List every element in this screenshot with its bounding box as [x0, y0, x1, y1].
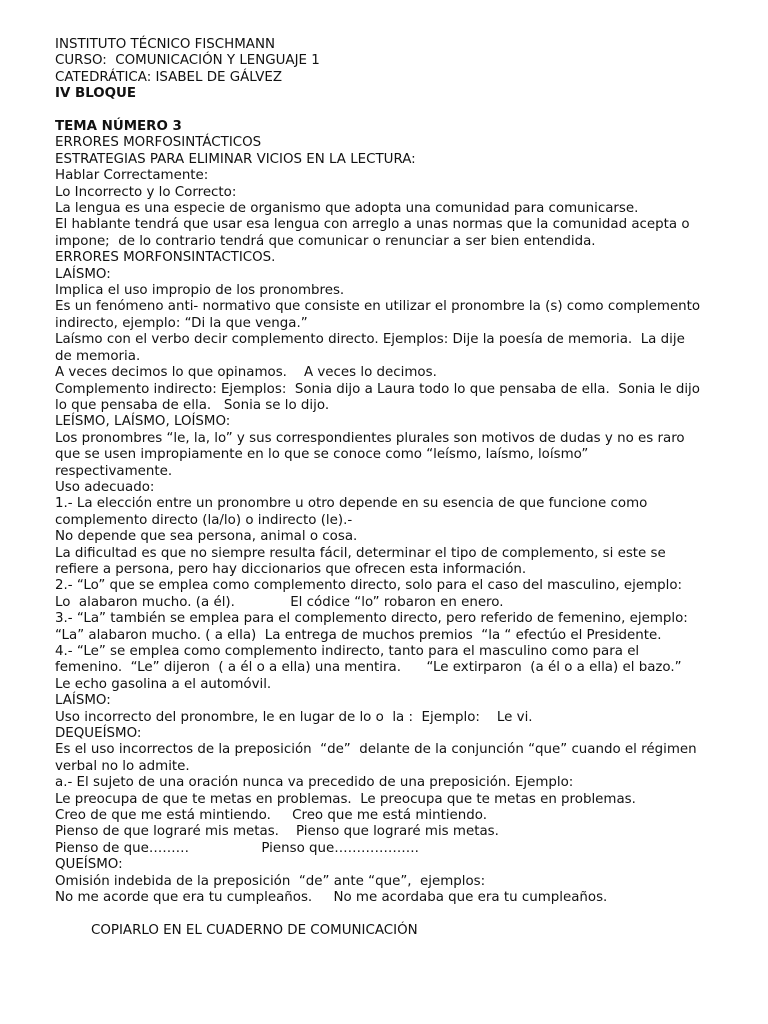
body-line: El hablante tendrá que usar esa lengua con arreglo a unas normas que la comunidad acepta o: [55, 217, 690, 233]
body-line: Hablar Correctamente:: [55, 168, 209, 184]
body-line: Es el uso incorrectos de la preposición “de” delante de la conjunción “que” cuando el régimen: [55, 742, 697, 758]
body-line: Complemento indirecto: Ejemplos: Sonia dijo a Laura todo lo que pensaba de ella. Sonia le dijo: [55, 381, 700, 397]
body-line: Uso adecuado:: [55, 479, 155, 495]
body-line: 4.- “Le” se emplea como complemento indirecto, tanto para el masculino como para el: [55, 644, 640, 660]
body-line: respectivamente.: [55, 463, 173, 479]
body-line: impone; de lo contrario tendrá que comunicar o renunciar a ser bien entendida.: [55, 233, 596, 249]
body-line: LEÍSMO, LAÍSMO, LOÍSMO:: [55, 414, 231, 430]
body-line: femenino. “Le” dijeron ( a él o a ella) una mentira. “Le extirparon (a él o a ella) el bazo.”: [55, 660, 682, 676]
body-line: La lengua es una especie de organismo que adopta una comunidad para comunicarse.: [55, 201, 639, 217]
topic-subtitle: ESTRATEGIAS PARA ELIMINAR VICIOS EN LA LECTURA:: [55, 151, 416, 167]
body-line: verbal no lo admite.: [55, 758, 190, 774]
body-line: No depende que sea persona, animal o cosa.: [55, 529, 358, 545]
spacer: [55, 103, 735, 119]
teacher-name: CATEDRÁTICA: ISABEL DE GÁLVEZ: [55, 69, 283, 85]
body-line: Los pronombres “le, la, lo” y sus correspondientes plurales son motivos de dudas y no es raro: [55, 430, 685, 446]
course-name: CURSO: COMUNICACIÓN Y LENGUAJE 1: [55, 53, 320, 69]
body-line: lo que pensaba de ella. Sonia se lo dijo.: [55, 397, 330, 413]
body-line: La dificultad es que no siempre resulta fácil, determinar el tipo de complemento, si este se: [55, 545, 666, 561]
body-line: Pienso de que……… Pienso que……………….: [55, 840, 419, 856]
body-line: Lo alabaron mucho. (a él). El códice “lo” robaron en enero.: [55, 594, 504, 610]
body-line: ERRORES MORFONSINTACTICOS.: [55, 250, 276, 266]
body-line: Creo de que me está mintiendo. Creo que me está mintiendo.: [55, 808, 487, 824]
body-line: indirecto, ejemplo: “Di la que venga.”: [55, 315, 308, 331]
body-line: a.- El sujeto de una oración nunca va precedido de una preposición. Ejemplo:: [55, 775, 574, 791]
body-line: 2.- “Lo” que se emplea como complemento directo, solo para el caso del masculino, ejemplo:: [55, 578, 683, 594]
body-line: Pienso de que lograré mis metas. Pienso que lograré mis metas.: [55, 824, 499, 840]
body-line: Uso incorrecto del pronombre, le en lugar de lo o la : Ejemplo: Le vi.: [55, 709, 533, 725]
body-line: A veces decimos lo que opinamos. A veces lo decimos.: [55, 365, 437, 381]
block-label: IV BLOQUE: [55, 86, 137, 102]
body-line: Es un fenómeno anti- normativo que consiste en utilizar el pronombre la (s) como complemento: [55, 299, 701, 315]
institution-name: INSTITUTO TÉCNICO FISCHMANN: [55, 37, 275, 52]
body-line: No me acorde que era tu cumpleaños. No me acordaba que era tu cumpleaños.: [55, 890, 608, 906]
body-line: 3.- “La” también se emplea para el complemento directo, pero referido de femenino, ejemplo:: [55, 611, 688, 627]
copy-instruction: COPIARLO EN EL CUADERNO DE COMUNICACIÓN: [91, 922, 418, 938]
body-line: Implica el uso impropio de los pronombres.: [55, 283, 345, 299]
body-line: refiere a persona, pero hay diccionarios que ofrecen esta información.: [55, 561, 527, 577]
body-line: Le preocupa de que te metas en problemas. Le preocupa que te metas en problemas.: [55, 791, 636, 807]
body-line: “La” alabaron mucho. ( a ella) La entrega de muchos premios “la “ efectúo el Presidente.: [55, 627, 662, 643]
topic-title: ERRORES MORFOSINTÁCTICOS: [55, 135, 262, 151]
body-line: Laísmo con el verbo decir complemento directo. Ejemplos: Dije la poesía de memoria. La dije: [55, 332, 685, 348]
body-line: LAÍSMO:: [55, 693, 111, 709]
body-line: Le echo gasolina a el automóvil.: [55, 676, 272, 692]
body-line: DEQUEÍSMO:: [55, 726, 142, 742]
body-line: Omisión indebida de la preposición “de” ante “que”, ejemplos:: [55, 873, 486, 889]
body-line: 1.- La elección entre un pronombre u otro depende en su esencia de que funcione como: [55, 496, 648, 512]
body-line: complemento directo (la/lo) o indirecto (le).-: [55, 512, 353, 528]
topic-number: TEMA NÚMERO 3: [55, 119, 182, 135]
body-line: de memoria.: [55, 348, 141, 364]
body-line: Lo Incorrecto y lo Correcto:: [55, 184, 237, 200]
body-line: que se usen impropiamente en lo que se conoce como “leísmo, laísmo, loísmo”: [55, 447, 589, 463]
body-line: QUEÍSMO:: [55, 857, 123, 873]
document-page: [55, 37, 735, 939]
body-line: LAÍSMO:: [55, 266, 111, 282]
